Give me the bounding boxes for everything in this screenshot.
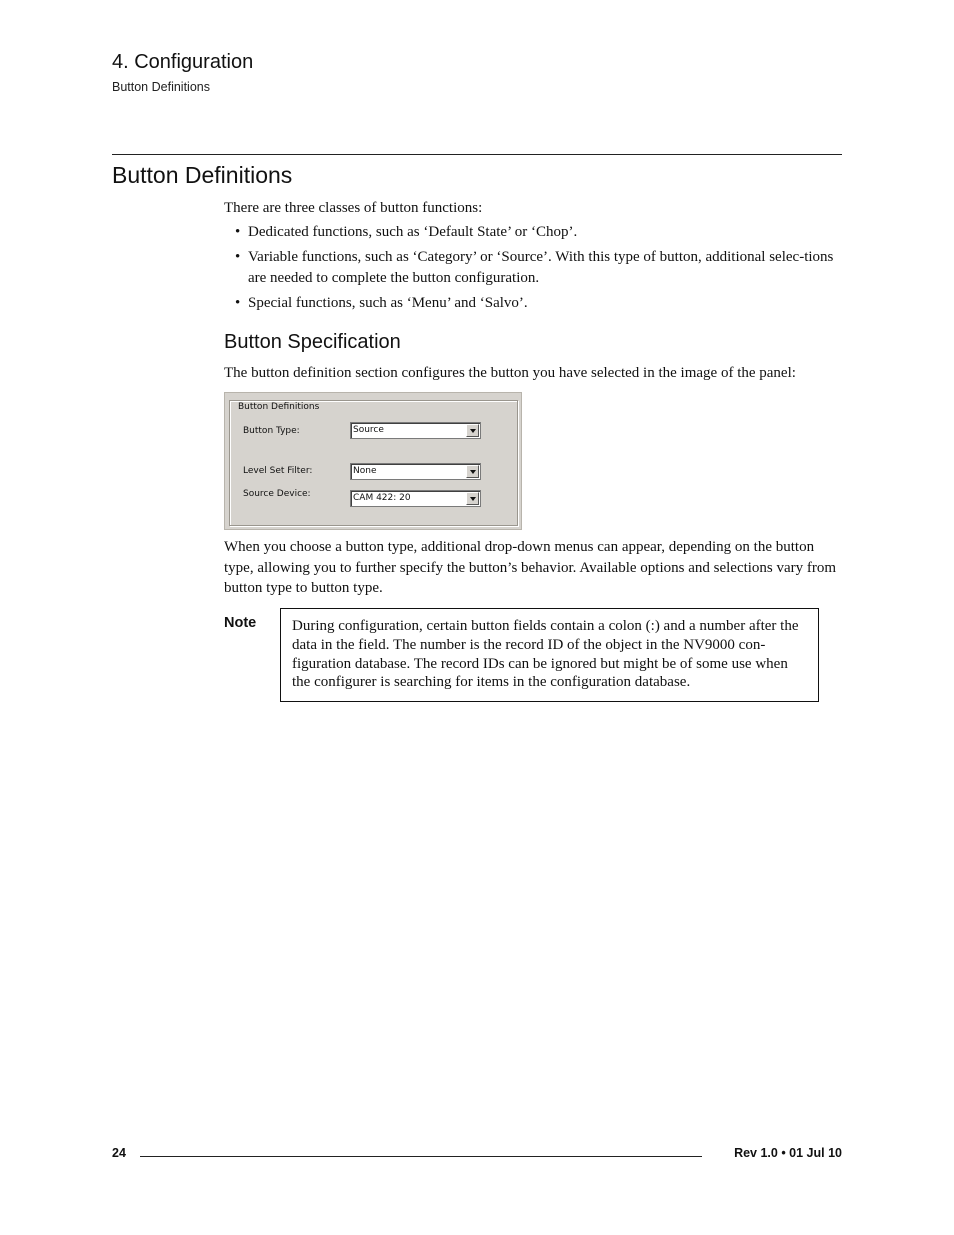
- list-item-text: Dedicated functions, such as ‘Default State’ or ‘Chop’.: [248, 224, 578, 240]
- footer-rule: [140, 1156, 702, 1157]
- bullet-icon: •: [235, 295, 241, 311]
- section-subtitle: Button Specification: [224, 331, 401, 353]
- button-type-select[interactable]: [350, 422, 481, 439]
- list-item-text: Special functions, such as ‘Menu’ and ‘Salvo’.: [248, 295, 528, 311]
- revision-label: Rev 1.0 • 01 Jul 10: [734, 1146, 842, 1160]
- chevron-down-icon[interactable]: [466, 424, 479, 437]
- list-item: [224, 293, 834, 314]
- bullet-icon: •: [235, 224, 241, 240]
- note-label: Note: [224, 615, 257, 631]
- chapter-header: 4. Configuration: [112, 51, 254, 73]
- bullet-icon: •: [235, 249, 241, 265]
- list-item-text: Variable functions, such as ‘Category’ or ‘Source’. With this type of button, additional selec-tions are needed to complete the button configuration.: [248, 249, 834, 286]
- button-definitions-group: [229, 400, 518, 526]
- source-device-select[interactable]: [350, 490, 481, 507]
- button-definitions-dialog: [224, 392, 522, 530]
- button-type-label: Button Type:: [243, 426, 300, 436]
- level-set-filter-label: Level Set Filter:: [243, 466, 313, 476]
- note-text: During configuration, certain button fields contain a colon (:) and a number after the data in the field. The number is the record ID of the object in the NV9000 con-figuration database. The record IDs can be ignored but might be of some use when the configurer is searching for items in the configuration database.: [292, 618, 799, 691]
- page-title: Button Definitions: [112, 162, 293, 188]
- source-device-label: Source Device:: [243, 489, 311, 499]
- section-header: Button Definitions: [112, 80, 210, 94]
- intro-paragraph: There are three classes of button functions:: [224, 200, 483, 216]
- spec-paragraph: The button definition section configures the button you have selected in the image of the panel:: [224, 365, 796, 381]
- header-rule: [112, 154, 842, 155]
- level-set-filter-value: None: [353, 466, 377, 476]
- list-item: [224, 247, 834, 289]
- function-class-list: [224, 222, 834, 318]
- page-number: 24: [112, 1146, 126, 1160]
- button-type-value: Source: [353, 425, 384, 435]
- level-set-filter-select[interactable]: [350, 463, 481, 480]
- list-item: [224, 222, 834, 243]
- group-title: Button Definitions: [238, 402, 320, 412]
- behavior-paragraph: When you choose a button type, additional drop-down menus can appear, depending on the button type, allowing you to further specify the button’s behavior. Available options and selections vary from button type to button type.: [224, 539, 837, 596]
- chevron-down-icon[interactable]: [466, 465, 479, 478]
- note-box: [280, 608, 819, 702]
- source-device-value: CAM 422: 20: [353, 493, 411, 503]
- chevron-down-icon[interactable]: [466, 492, 479, 505]
